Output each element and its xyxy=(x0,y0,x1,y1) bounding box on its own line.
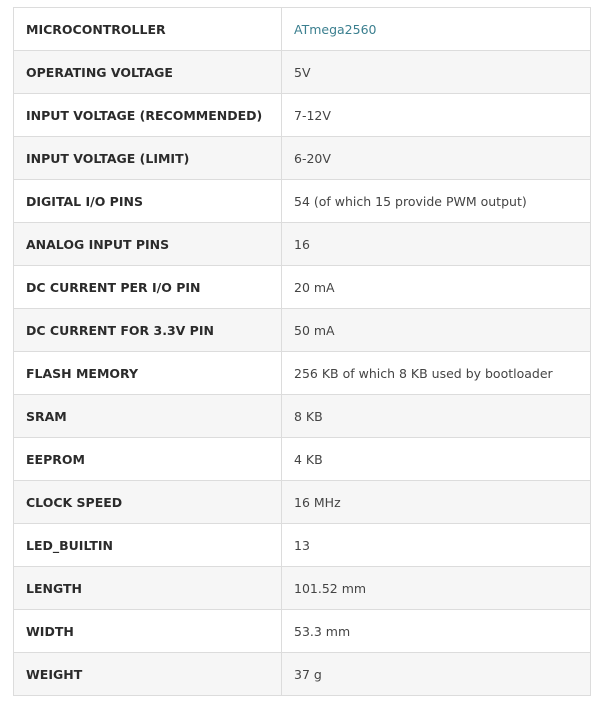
table-row xyxy=(14,266,591,309)
table-row xyxy=(14,481,591,524)
table-row xyxy=(14,8,591,51)
spec-value-input-voltage-limit: 6-20V xyxy=(282,137,591,180)
spec-value-digital-io-pins: 54 (of which 15 provide PWM output) xyxy=(282,180,591,223)
spec-value-analog-input-pins: 16 xyxy=(282,223,591,266)
spec-label-dc-current-3v3-pin: DC CURRENT FOR 3.3V PIN xyxy=(14,309,282,352)
spec-label-operating-voltage: OPERATING VOLTAGE xyxy=(14,51,282,94)
table-row xyxy=(14,567,591,610)
spec-label-weight: WEIGHT xyxy=(14,653,282,696)
table-row xyxy=(14,94,591,137)
spec-label-led-builtin: LED_BUILTIN xyxy=(14,524,282,567)
spec-value-led-builtin: 13 xyxy=(282,524,591,567)
spec-label-flash-memory: FLASH MEMORY xyxy=(14,352,282,395)
spec-label-analog-input-pins: ANALOG INPUT PINS xyxy=(14,223,282,266)
spec-value-sram: 8 KB xyxy=(282,395,591,438)
spec-label-eeprom: EEPROM xyxy=(14,438,282,481)
spec-label-clock-speed: CLOCK SPEED xyxy=(14,481,282,524)
spec-label-length: LENGTH xyxy=(14,567,282,610)
spec-value-operating-voltage: 5V xyxy=(282,51,591,94)
specs-table-body xyxy=(14,8,591,696)
spec-label-width: WIDTH xyxy=(14,610,282,653)
spec-label-input-voltage-recommended: INPUT VOLTAGE (RECOMMENDED) xyxy=(14,94,282,137)
table-row xyxy=(14,352,591,395)
table-row xyxy=(14,51,591,94)
table-row xyxy=(14,395,591,438)
table-row xyxy=(14,137,591,180)
spec-label-input-voltage-limit: INPUT VOLTAGE (LIMIT) xyxy=(14,137,282,180)
table-row xyxy=(14,524,591,567)
spec-value-eeprom: 4 KB xyxy=(282,438,591,481)
specs-table xyxy=(13,7,591,696)
spec-label-sram: SRAM xyxy=(14,395,282,438)
table-row xyxy=(14,223,591,266)
spec-value-width: 53.3 mm xyxy=(282,610,591,653)
table-row xyxy=(14,610,591,653)
microcontroller-link[interactable]: ATmega2560 xyxy=(294,21,377,37)
spec-label-microcontroller: MICROCONTROLLER xyxy=(14,8,282,51)
table-row xyxy=(14,653,591,696)
spec-value-dc-current-3v3-pin: 50 mA xyxy=(282,309,591,352)
spec-label-digital-io-pins: DIGITAL I/O PINS xyxy=(14,180,282,223)
table-row xyxy=(14,309,591,352)
spec-value-microcontroller xyxy=(282,8,591,51)
spec-value-weight: 37 g xyxy=(282,653,591,696)
spec-value-length: 101.52 mm xyxy=(282,567,591,610)
spec-value-dc-current-per-io-pin: 20 mA xyxy=(282,266,591,309)
spec-value-flash-memory: 256 KB of which 8 KB used by bootloader xyxy=(282,352,591,395)
table-row xyxy=(14,180,591,223)
spec-value-clock-speed: 16 MHz xyxy=(282,481,591,524)
spec-label-dc-current-per-io-pin: DC CURRENT PER I/O PIN xyxy=(14,266,282,309)
spec-value-input-voltage-recommended: 7-12V xyxy=(282,94,591,137)
table-row xyxy=(14,438,591,481)
